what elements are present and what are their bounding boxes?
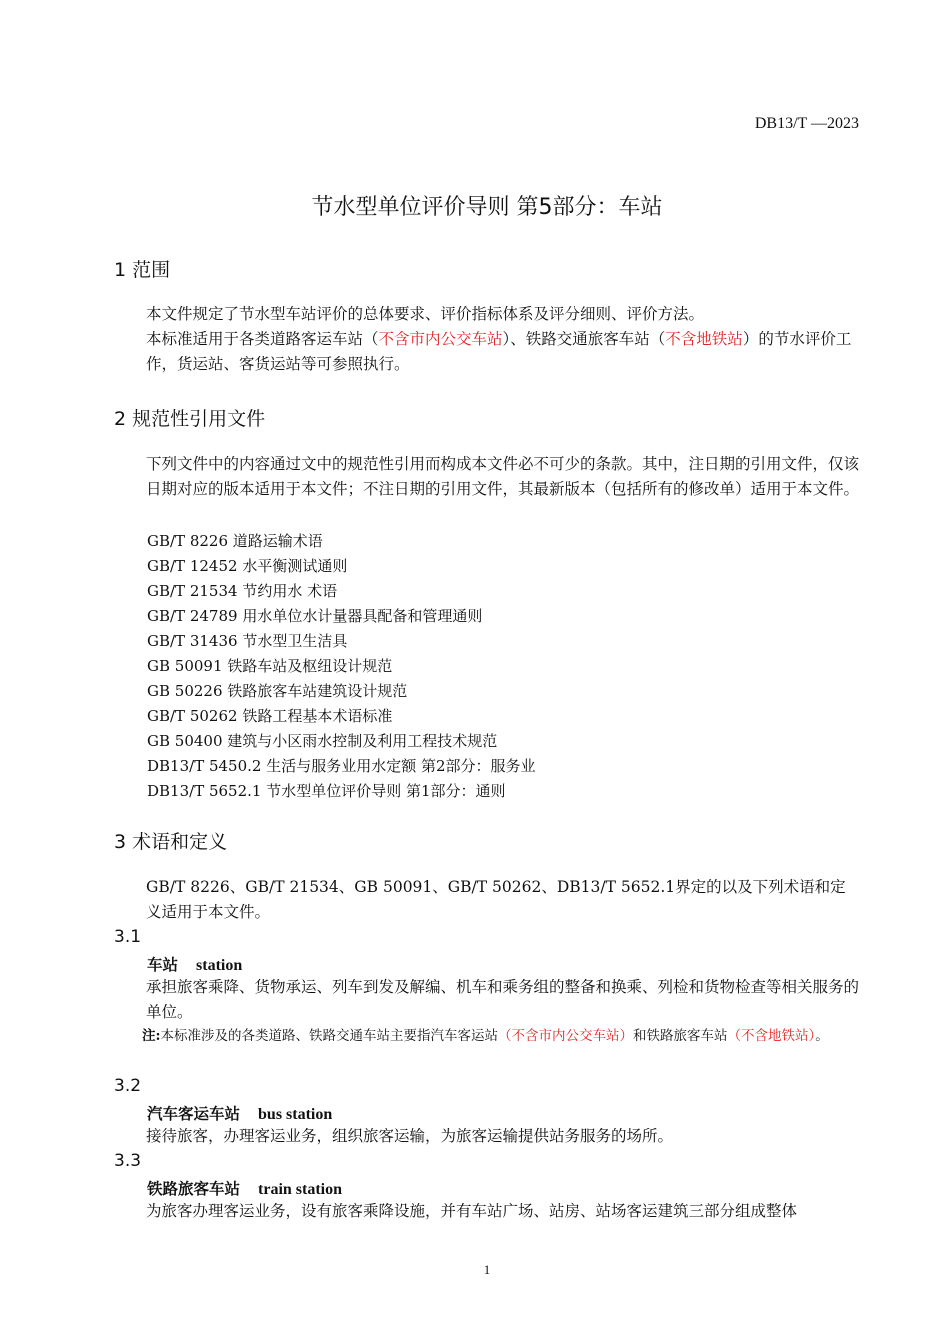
reference-item: GB/T 24789 用水单位水计量器具配备和管理通则 xyxy=(147,607,483,625)
term-3-1-title xyxy=(147,953,242,975)
term-3-2-en: bus station xyxy=(258,1106,333,1123)
reference-item: GB/T 8226 道路运输术语 xyxy=(147,532,323,550)
term-3-1-def-text: 承担旅客乘降、货物承运、列车到发及解编、机车和乘务组的整备和换乘、列检和货物检查等相关服务的单位。 xyxy=(146,978,860,1021)
note-highlight-1: （不含市内公交车站） xyxy=(497,1028,633,1044)
s1-p2-text-a: 本标准适用于各类道路客运车站（ xyxy=(146,330,379,348)
term-3-2-definition xyxy=(114,1124,859,1149)
term-3-1-en: station xyxy=(196,957,243,974)
section-1-paragraph-1 xyxy=(114,302,859,327)
term-3-2-number: 3.2 xyxy=(114,1076,142,1096)
term-3-2-title xyxy=(147,1102,332,1124)
section-2-heading: 2 规范性引用文件 xyxy=(114,408,266,430)
s1-p2-text-c: ）的节水评价工作，货运站、客货运站等可参照执行。 xyxy=(146,330,852,373)
section-1-paragraph-2 xyxy=(114,327,859,377)
note-text-b: 和铁路旅客车站 xyxy=(632,1028,728,1044)
reference-item: DB13/T 5450.2 生活与服务业用水定额 第2部分：服务业 xyxy=(147,757,536,775)
term-3-3-zh: 铁路旅客车站 xyxy=(147,1179,241,1198)
term-3-1-definition xyxy=(114,975,859,1025)
reference-item: GB 50226 铁路旅客车站建筑设计规范 xyxy=(147,682,408,700)
term-3-1-note xyxy=(114,1024,862,1049)
term-3-1-number: 3.1 xyxy=(114,927,142,947)
page-number: 1 xyxy=(483,1262,491,1277)
reference-item: GB/T 12452 水平衡测试通则 xyxy=(147,557,348,575)
term-3-3-number: 3.3 xyxy=(114,1151,142,1171)
section-3-heading: 3 术语和定义 xyxy=(114,831,228,853)
reference-item: GB/T 50262 铁路工程基本术语标准 xyxy=(147,707,393,725)
reference-item: GB 50400 建筑与小区雨水控制及利用工程技术规范 xyxy=(147,732,498,750)
term-3-1-zh: 车站 xyxy=(147,955,179,974)
s1-p2-text-b: ）、铁路交通旅客车站（ xyxy=(502,330,666,348)
document-title: 节水型单位评价导则 第5部分：车站 xyxy=(311,195,663,220)
note-label: 注: xyxy=(142,1028,161,1044)
section-3-intro xyxy=(114,875,859,925)
reference-item: GB/T 21534 节约用水 术语 xyxy=(147,582,338,600)
s1-p1-text: 本文件规定了节水型车站评价的总体要求、评价指标体系及评分细则、评价方法。 xyxy=(146,305,705,323)
note-highlight-2: （不含地铁站） xyxy=(727,1028,816,1044)
note-text-a: 本标准涉及的各类道路、铁路交通车站主要指汽车客运站 xyxy=(160,1028,498,1044)
term-3-2-zh: 汽车客运车站 xyxy=(147,1104,241,1123)
s2-intro-text: 下列文件中的内容通过文中的规范性引用而构成本文件必不可少的条款。其中，注日期的引用文件，仅该日期对应的版本适用于本文件；不注日期的引用文件，其最新版本（包括所有的修改单）适用于本文件。 xyxy=(146,455,860,498)
term-3-3-def-text: 为旅客办理客运业务，设有旅客乘降设施，并有车站广场、站房、站场客运建筑三部分组成整体 xyxy=(146,1202,798,1220)
term-3-3-title xyxy=(147,1177,342,1199)
section-2-intro xyxy=(114,452,859,502)
term-3-3-en: train station xyxy=(258,1181,343,1198)
s3-intro-text: GB/T 8226、GB/T 21534、GB 50091、GB/T 50262、DB13/T 5652.1界定的以及下列术语和定义适用于本文件。 xyxy=(146,878,846,921)
note-text-c: 。 xyxy=(815,1028,829,1044)
reference-item: GB 50091 铁路车站及枢纽设计规范 xyxy=(147,657,393,675)
standard-number: DB13/T —2023 xyxy=(754,115,859,132)
term-3-2-def-text: 接待旅客，办理客运业务，组织旅客运输，为旅客运输提供站务服务的场所。 xyxy=(146,1127,674,1145)
s1-p2-highlight-1: 不含市内公交车站 xyxy=(378,330,503,348)
reference-item: GB/T 31436 节水型卫生洁具 xyxy=(147,632,348,650)
section-1-heading: 1 范围 xyxy=(114,259,171,281)
reference-item: DB13/T 5652.1 节水型单位评价导则 第1部分：通则 xyxy=(147,782,506,800)
term-3-3-definition xyxy=(114,1199,859,1224)
s1-p2-highlight-2: 不含地铁站 xyxy=(665,330,743,348)
